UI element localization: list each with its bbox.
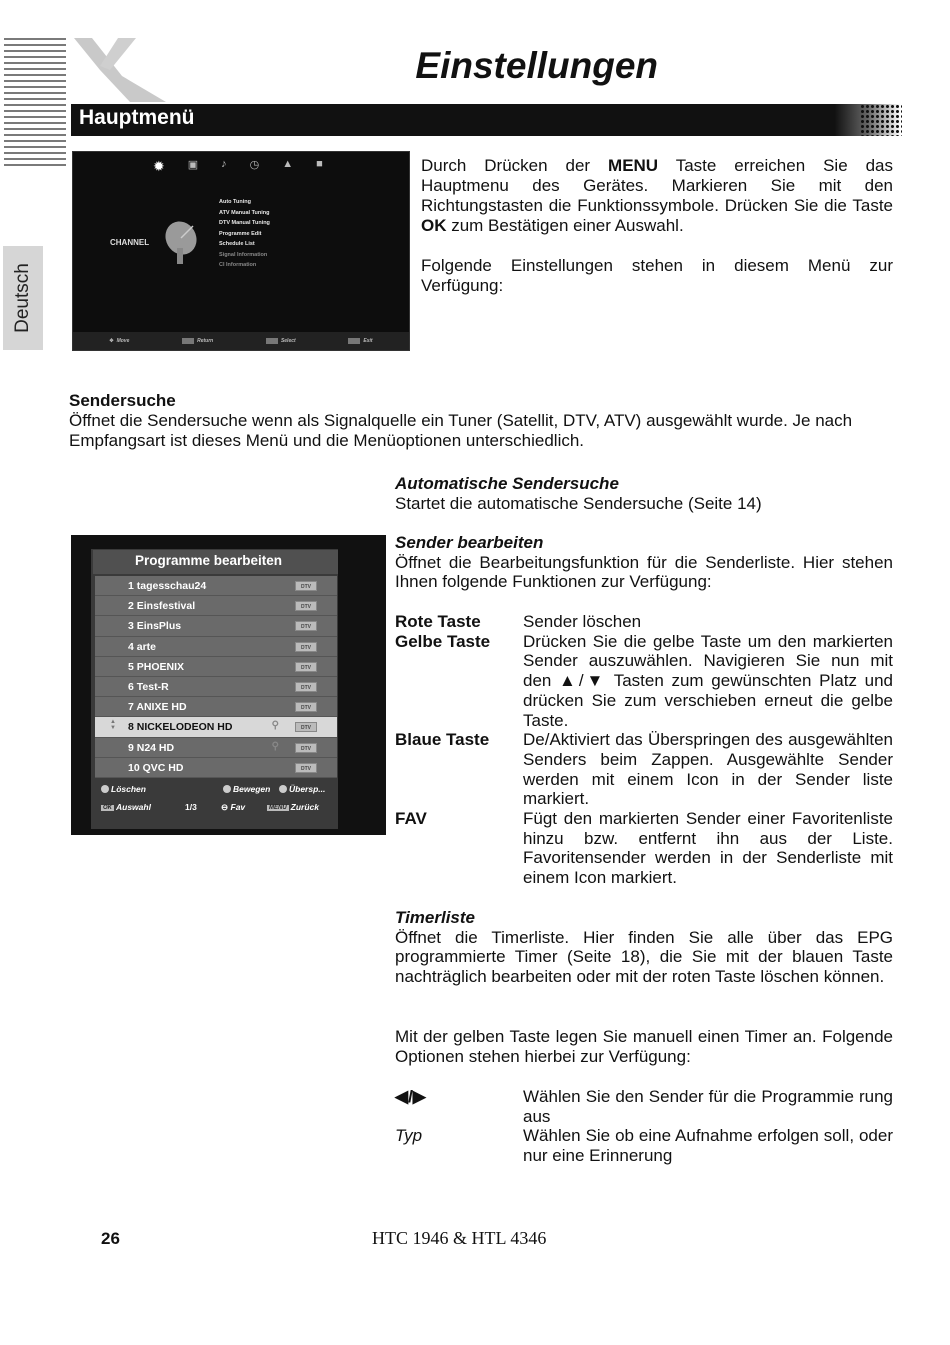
channel-row[interactable] — [95, 758, 337, 778]
menu-item[interactable]: Auto Tuning — [219, 199, 251, 205]
menu-item[interactable]: DTV Manual Tuning — [219, 220, 270, 226]
key-row — [395, 612, 893, 632]
channel-list — [95, 576, 337, 778]
channel-row[interactable] — [95, 596, 337, 616]
fav-hint: ⊖ Fav — [221, 802, 246, 812]
channel-row[interactable] — [95, 637, 337, 657]
auto-search-block — [395, 474, 893, 513]
auto-search-text: Startet die automatische Sendersuche (Seite 14) — [395, 493, 762, 513]
select-hint: OK Auswahl — [103, 802, 151, 812]
channel-type-badge: DTV — [295, 642, 317, 652]
timer-text-1: Öffnet die Timerliste. Hier finden Sie alle über das EPG programmierte Timer (Seite 18), die Sie mit der blauen Taste nachträglich bearbeiten oder mit der roten Taste löschen können. — [395, 927, 893, 987]
delete-hint: Löschen — [101, 784, 146, 794]
timer-key-table — [395, 1087, 893, 1166]
ok-button-icon: OK — [103, 805, 112, 811]
channel-row[interactable] — [95, 738, 337, 758]
tv-icon: ▣ — [187, 159, 199, 171]
channel-label: 6 Test-R — [128, 680, 169, 693]
header-stripes — [4, 38, 66, 166]
skip-key-icon: ⚲ — [271, 720, 279, 732]
channel-row[interactable] — [95, 697, 337, 717]
channel-type-badge: DTV — [295, 682, 317, 692]
timer-heading: Timerliste — [395, 908, 476, 927]
menu-item[interactable]: CI Information — [219, 262, 257, 268]
key-label: Rote Taste — [395, 612, 481, 631]
channel-row[interactable] — [95, 677, 337, 697]
edit-key-table — [395, 612, 893, 888]
channel-label: 7 ANIXE HD — [128, 701, 187, 714]
key-label: Blaue Taste — [395, 730, 490, 750]
key-label: ◀/▶ — [395, 1087, 426, 1106]
channel-label: 10 QVC HD — [128, 761, 184, 774]
sendersuche-heading: Sendersuche — [69, 391, 176, 410]
channel-row[interactable] — [95, 576, 337, 596]
key-description: Wählen Sie ob eine Aufnahme erfolgen soll, oder nur eine Erinnerung — [523, 1126, 893, 1166]
key-row — [395, 730, 893, 809]
section-heading: Hauptmenü — [71, 104, 901, 136]
back-hint: MENU Zurück — [269, 802, 320, 812]
move-icon: ✥ — [109, 338, 114, 344]
edit-text: Öffnet die Bearbeitungsfunktion für die Senderliste. Hier stehen Ihnen folgende Funktionen zur Verfügung: — [395, 552, 893, 592]
model-name: HTC 1946 & HTL 4346 — [372, 1228, 547, 1248]
footer-exit: Exit — [348, 338, 372, 344]
intro-paragraph-2: Folgende Einstellungen stehen in diesem Menü zur Verfügung: — [421, 256, 893, 295]
programme-edit-screenshot — [71, 535, 386, 835]
footer-move: ✥ Move — [109, 338, 130, 344]
channel-row[interactable] — [95, 616, 337, 636]
channel-label: 5 PHOENIX — [128, 660, 185, 673]
fav-icon: ⊖ — [221, 802, 229, 812]
key-label: FAV — [395, 809, 427, 829]
menu-category: CHANNEL — [110, 238, 150, 247]
lock-icon: ▲ — [282, 158, 294, 170]
channel-type-badge: DTV — [295, 662, 317, 672]
channel-label: 1 tagesschau24 — [128, 580, 207, 592]
gear-icon: ✹ — [153, 158, 165, 174]
menu-button-icon: MENU — [269, 805, 287, 811]
ok-key: OK — [421, 216, 447, 235]
brand-logo-icon — [70, 36, 170, 108]
key-label: Gelbe Taste — [395, 631, 491, 651]
grid-icon: ■ — [316, 158, 323, 170]
key-description: Drücken Sie die gelbe Taste um den markierten Sender auszuwählen. Navigieren Sie nun mit den ▲/▼ Tasten zum gewünschten Platz und drücken Sie zum verschieben erneut die gelbe Taste. — [523, 631, 893, 730]
sendersuche-text: Öffnet die Sendersuche wenn als Signalquelle ein Tuner (Satellit, DTV, ATV) ausgewählt wurde. Je nach Empfangsart ist dieses Menü und die Menüoptionen unterschiedlich. — [69, 411, 853, 450]
timer-block — [395, 908, 893, 987]
yellow-dot-icon — [223, 785, 231, 793]
section-bar-dots — [860, 104, 902, 136]
language-tab — [3, 246, 43, 350]
menu-item[interactable]: Schedule List — [219, 241, 255, 247]
programme-title: Programme bearbeiten — [93, 550, 338, 574]
page-title: Einstellungen — [415, 45, 658, 86]
key-description: Wählen Sie den Sender für die Programmie rung aus — [523, 1087, 893, 1126]
key-row — [395, 1087, 893, 1126]
menu-footer — [73, 332, 409, 350]
move-hint: Bewegen — [223, 784, 270, 794]
menu-key: MENU — [608, 156, 659, 175]
channel-type-badge: DTV — [295, 621, 317, 631]
button-icon — [182, 338, 194, 344]
channel-label: 8 NICKELODEON HD — [128, 721, 233, 734]
key-label: Typ — [395, 1126, 423, 1146]
edit-heading: Sender bearbeiten — [395, 533, 544, 552]
button-icon — [266, 338, 278, 344]
skip-key-icon: ⚲ — [271, 740, 279, 752]
key-description: Fügt den markierten Sender einer Favoritenliste hinzu bzw. entfernt ihn aus der Liste. Favoritensender werden in der Senderliste mit einem Icon markiert. — [523, 809, 893, 888]
button-icon — [348, 338, 360, 344]
channel-label: 4 arte — [128, 640, 157, 653]
skip-hint: Übersp... — [279, 784, 325, 794]
channel-label: 3 EinsPlus — [128, 620, 182, 633]
main-menu-screenshot — [72, 151, 410, 351]
page-indicator: 1/3 — [185, 802, 197, 812]
channel-type-badge: DTV — [295, 702, 317, 712]
timer-text-2: Mit der gelben Taste legen Sie manuell einen Timer an. Folgende Optionen stehen hierbei zur Verfügung: — [395, 1027, 893, 1066]
channel-type-badge: DTV — [295, 581, 317, 591]
channel-type-badge: DTV — [295, 763, 317, 773]
edit-block — [395, 533, 893, 592]
intro-paragraph-1: Durch Drücken der MENU Taste erreichen Sie das Hauptmenu des Gerätes. Markieren Sie mit den Richtungstasten die Funktionssymbole. Drücken Sie die Taste OK zum Bestätigen einer Auswahl. — [421, 156, 894, 235]
menu-item[interactable]: Programme Edit — [219, 230, 262, 237]
blue-dot-icon — [279, 785, 287, 793]
channel-row[interactable] — [95, 717, 337, 737]
menu-item-list — [219, 197, 270, 271]
satellite-dish-icon — [161, 218, 203, 266]
key-row — [395, 632, 893, 731]
channel-type-badge: DTV — [295, 601, 317, 611]
footer-select: Select — [266, 338, 296, 344]
music-icon: ♪ — [221, 158, 227, 170]
clock-icon: ◷ — [249, 159, 260, 171]
page-number: 26 — [101, 1229, 120, 1248]
channel-label: 9 N24 HD — [128, 741, 175, 754]
menu-icon-row — [153, 158, 323, 175]
move-arrows-icon: ▲ ▼ — [110, 719, 116, 732]
auto-search-heading: Automatische Sendersuche — [395, 474, 619, 493]
key-row — [395, 809, 893, 888]
menu-item[interactable]: Signal Information — [219, 251, 268, 258]
key-description: Sender löschen — [523, 612, 642, 631]
channel-type-badge: DTV — [295, 722, 317, 732]
channel-type-badge: DTV — [295, 743, 317, 753]
key-description: De/Aktiviert das Überspringen des ausgewählten Senders beim Zappen. Ausgewählte Sender werden mit einem Icon in der Sender liste markiert. — [523, 730, 893, 809]
intro-text — [421, 156, 893, 316]
channel-row[interactable] — [95, 657, 337, 677]
language-label: Deutsch — [12, 263, 34, 333]
key-row — [395, 1126, 893, 1165]
programme-footer — [95, 782, 337, 818]
channel-label: 2 Einsfestival — [128, 600, 196, 613]
red-dot-icon — [101, 785, 109, 793]
menu-item[interactable]: ATV Manual Tuning — [219, 209, 270, 216]
footer-return: Return — [182, 338, 213, 344]
